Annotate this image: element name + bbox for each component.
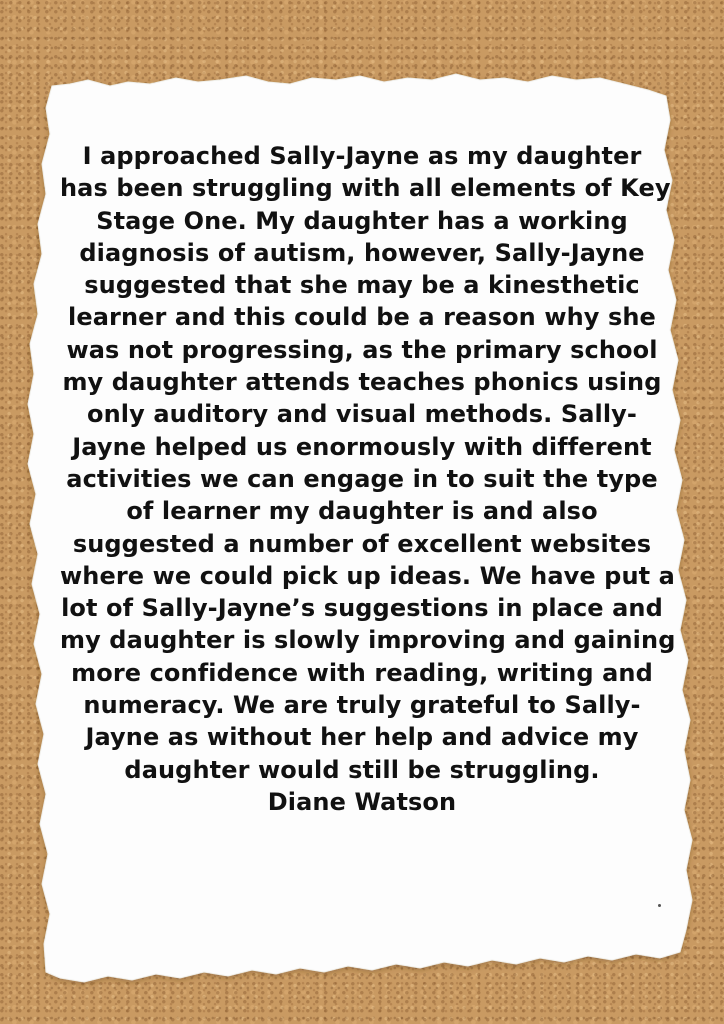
testimonial-text (60, 140, 676, 818)
testimonial-line: numeracy. We are truly grateful to Sally- (83, 691, 641, 720)
testimonial-line: daughter would still be struggling. (124, 755, 600, 784)
author-name: Diane Watson (267, 787, 457, 816)
testimonial-line: only auditory and visual methods. Sally- (87, 400, 637, 429)
testimonial-line: Jayne as without her help and advice my (85, 723, 639, 752)
testimonial-line: Jayne helped us enormously with different (72, 432, 652, 461)
testimonial-line: my daughter attends teaches phonics using (62, 368, 662, 397)
testimonial-line: diagnosis of autism, however, Sally-Jayne (79, 238, 645, 267)
testimonial-line: more confidence with reading, writing and (71, 658, 653, 687)
testimonial-line: of learner my daughter is and also (126, 497, 598, 526)
testimonial-line: was not progressing, as the primary school (66, 335, 658, 364)
testimonial-line: activities we can engage in to suit the type (66, 464, 658, 493)
testimonial-line: lot of Sally-Jayne’s suggestions in place and (61, 594, 663, 623)
testimonial-line: suggested that she may be a kinesthetic (84, 271, 640, 300)
testimonial-line: my daughter is slowly improving and gaining (60, 626, 676, 655)
testimonial-line: where we could pick up ideas. We have put a (60, 561, 675, 590)
testimonial-line: Stage One. My daughter has a working (96, 206, 628, 235)
paper-speck (658, 904, 661, 907)
testimonial-line: has been struggling with all elements of Key (60, 174, 671, 203)
testimonial-line: I approached Sally-Jayne as my daughter (82, 142, 642, 170)
testimonial-line: learner and this could be a reason why she (68, 303, 656, 332)
testimonial-line: suggested a number of excellent websites (72, 529, 652, 558)
